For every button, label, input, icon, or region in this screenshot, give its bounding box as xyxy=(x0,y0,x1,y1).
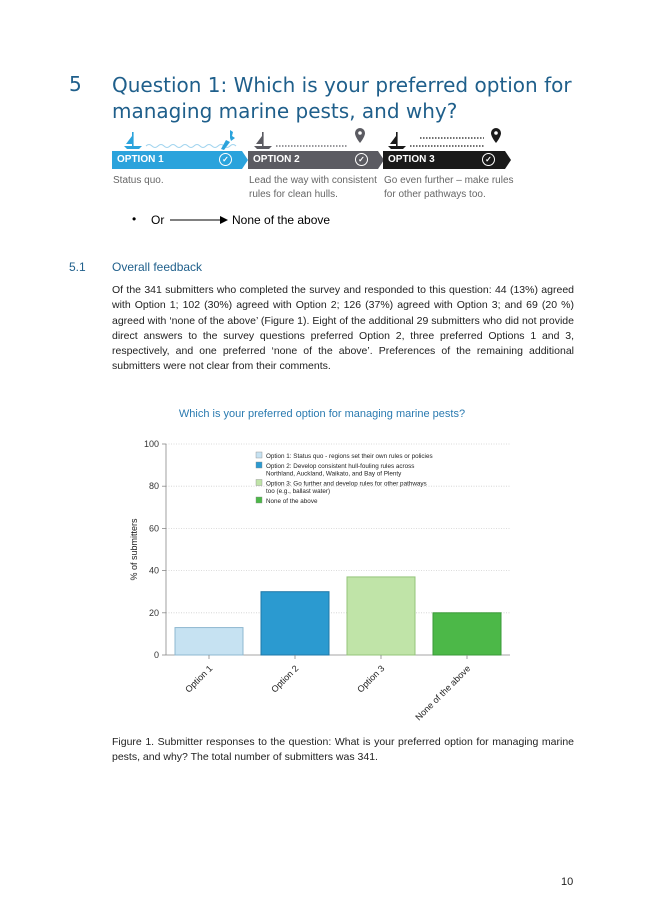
option-1-description: Status quo. xyxy=(113,175,164,186)
subsection-title: Overall feedback xyxy=(112,260,203,274)
bullet-dot: • xyxy=(132,212,137,226)
check-circle-icon: ✓ xyxy=(219,153,232,166)
or-text: Or xyxy=(151,213,165,227)
bar-option-1 xyxy=(175,628,243,655)
none-of-above-text: None of the above xyxy=(232,213,331,227)
option-3-banner xyxy=(383,151,505,169)
y-tick-label: 80 xyxy=(148,481,159,492)
boat-icon xyxy=(124,132,142,149)
legend-swatch xyxy=(256,480,262,486)
arrow-right-icon xyxy=(170,214,228,226)
boat-icon xyxy=(254,132,272,149)
section-number: 5 xyxy=(69,72,82,96)
figure-caption xyxy=(112,735,574,766)
option-1-label: OPTION 1 xyxy=(117,154,164,165)
bar-option-2 xyxy=(261,592,329,655)
y-tick-label: 0 xyxy=(153,650,159,660)
location-pin-icon xyxy=(355,128,365,143)
bar-chart xyxy=(120,430,520,730)
y-tick-label: 20 xyxy=(148,607,159,618)
legend-swatch xyxy=(256,462,262,468)
figure-caption-text: Submitter responses to the question: What is your preferred option for managing marine pests, and why? The total number of submitters was 341. xyxy=(112,736,575,764)
chart-title: Which is your preferred option for managing marine pests? xyxy=(178,408,466,420)
boat-icon xyxy=(388,132,406,149)
check-circle-icon: ✓ xyxy=(482,153,495,166)
y-tick-label: 60 xyxy=(148,523,159,534)
option-2-description: Lead the way with consistent rules for clean hulls. xyxy=(249,175,377,200)
y-tick-label: 40 xyxy=(148,565,159,576)
x-tick-label: Option 2 xyxy=(269,663,301,695)
legend-entry: Option 3: Go further and develop rules for other pathways too (e.g., ballast water) xyxy=(266,480,427,495)
page-title: Question 1: Which is your preferred option for managing marine pests, and why? xyxy=(112,73,572,123)
bar-option-3 xyxy=(347,577,415,655)
option-2-banner xyxy=(248,151,378,169)
legend-entry: Option 2: Develop consistent hull-fouling rules across Northland, Auckland, Waikato, and Bay of Plenty xyxy=(266,463,415,478)
option-3-description: Go even further – make rules for other pathways too. xyxy=(384,175,514,200)
location-pin-icon xyxy=(491,128,501,143)
x-tick-label: None of the above xyxy=(413,663,473,723)
option-2-label: OPTION 2 xyxy=(253,154,300,165)
legend-swatch xyxy=(256,452,262,458)
page-number: 10 xyxy=(561,876,574,888)
x-tick-label: Option 3 xyxy=(355,663,387,695)
option-1-banner xyxy=(112,151,242,169)
y-tick-label: 100 xyxy=(143,439,159,449)
body-paragraph: Of the 341 submitters who completed the survey and responded to this question: 44 (13%) agreed with Option 1; 102 (30%) agreed with Option 2; 126 (37%) agreed with Option 3; and 69 (20 %) agreed with ‘none of the above’ (Figure 1). Eight of the additional 29 submitters who did not provide direct answers to the survey questions preferred Option 2, three preferred Options 1 and 3, respectively, and one preferred ‘none of the above’. Preferences of the remaining additional submitters were not clear from their comments. xyxy=(112,284,574,373)
figure-label: Figure 1. xyxy=(112,736,155,748)
subsection-number: 5.1 xyxy=(69,260,86,274)
legend-swatch xyxy=(256,497,262,503)
legend-entry: Option 1: Status quo - regions set their own rules or policies xyxy=(266,453,433,460)
options-graphic xyxy=(112,124,512,152)
option-3-label: OPTION 3 xyxy=(388,154,435,165)
y-axis-label: % of submitters xyxy=(129,518,139,581)
check-circle-icon: ✓ xyxy=(355,153,368,166)
banner-arrow xyxy=(505,151,513,169)
bar-none-of-the-above xyxy=(433,613,501,655)
x-tick-label: Option 1 xyxy=(183,663,215,695)
legend-entry: None of the above xyxy=(266,498,318,505)
